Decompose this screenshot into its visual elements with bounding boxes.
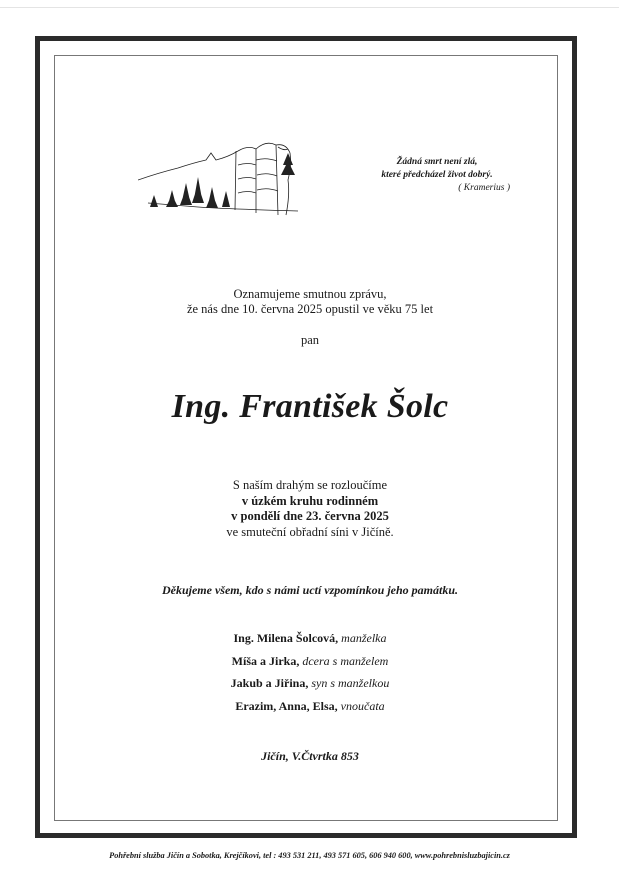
mourner-relation: dcera s manželem bbox=[302, 653, 389, 668]
farewell-place: ve smuteční obřadní síni v Jičíně. bbox=[226, 524, 394, 539]
mourner-name: Ing. Milena Šolcová, bbox=[233, 631, 339, 645]
rock-landscape-illustration bbox=[138, 135, 298, 220]
mourner-row bbox=[60, 650, 560, 673]
deceased-name: Ing. František Šolc bbox=[171, 388, 449, 425]
mourner-row bbox=[60, 695, 560, 718]
farewell-date: v pondělí dne 23. června 2025 bbox=[231, 509, 389, 523]
mourner-name: Jakub a Jiřina, bbox=[230, 676, 309, 690]
announcement-line: Oznamujeme smutnou zprávu, bbox=[233, 287, 387, 301]
announcement bbox=[60, 287, 560, 317]
announcement-line: že nás dne 10. června 2025 opustil ve věku 75 let bbox=[186, 302, 434, 316]
title-word: pan bbox=[300, 333, 320, 347]
mourner-name: Erazim, Anna, Elsa, bbox=[235, 698, 338, 713]
thanks-line: Děkujeme všem, kdo s námi uctí vzpomínkou jeho památku. bbox=[161, 583, 458, 597]
farewell-details bbox=[60, 478, 560, 540]
mourner-relation: manželka bbox=[341, 631, 387, 645]
motto-author: ( Kramerius ) bbox=[458, 183, 510, 193]
mourner-name: Míša a Jirka, bbox=[231, 653, 300, 668]
mourner-relation: vnoučata bbox=[340, 698, 385, 713]
address: Jičín, V.Čtvrtka 853 bbox=[261, 749, 359, 763]
motto-line: které předcházel život dobrý. bbox=[381, 170, 493, 180]
funeral-service-footer: Pohřební služba Jičín a Sobotka, Krejčíkovi, tel : 493 531 211, 493 571 605, 606 940 600, www.pohrebnisluzbajicin.cz bbox=[109, 851, 510, 860]
mourner-row bbox=[60, 627, 560, 650]
mourners-list bbox=[60, 627, 560, 717]
motto-quote bbox=[352, 156, 522, 195]
mourner-relation: syn s manželkou bbox=[311, 676, 390, 690]
mourner-row bbox=[60, 672, 560, 695]
page-edge-line bbox=[0, 7, 619, 8]
farewell-line: v úzkém kruhu rodinném bbox=[241, 493, 379, 508]
motto-line: Žádná smrt není zlá, bbox=[396, 157, 478, 167]
farewell-line: S naším drahým se rozloučíme bbox=[232, 478, 388, 492]
